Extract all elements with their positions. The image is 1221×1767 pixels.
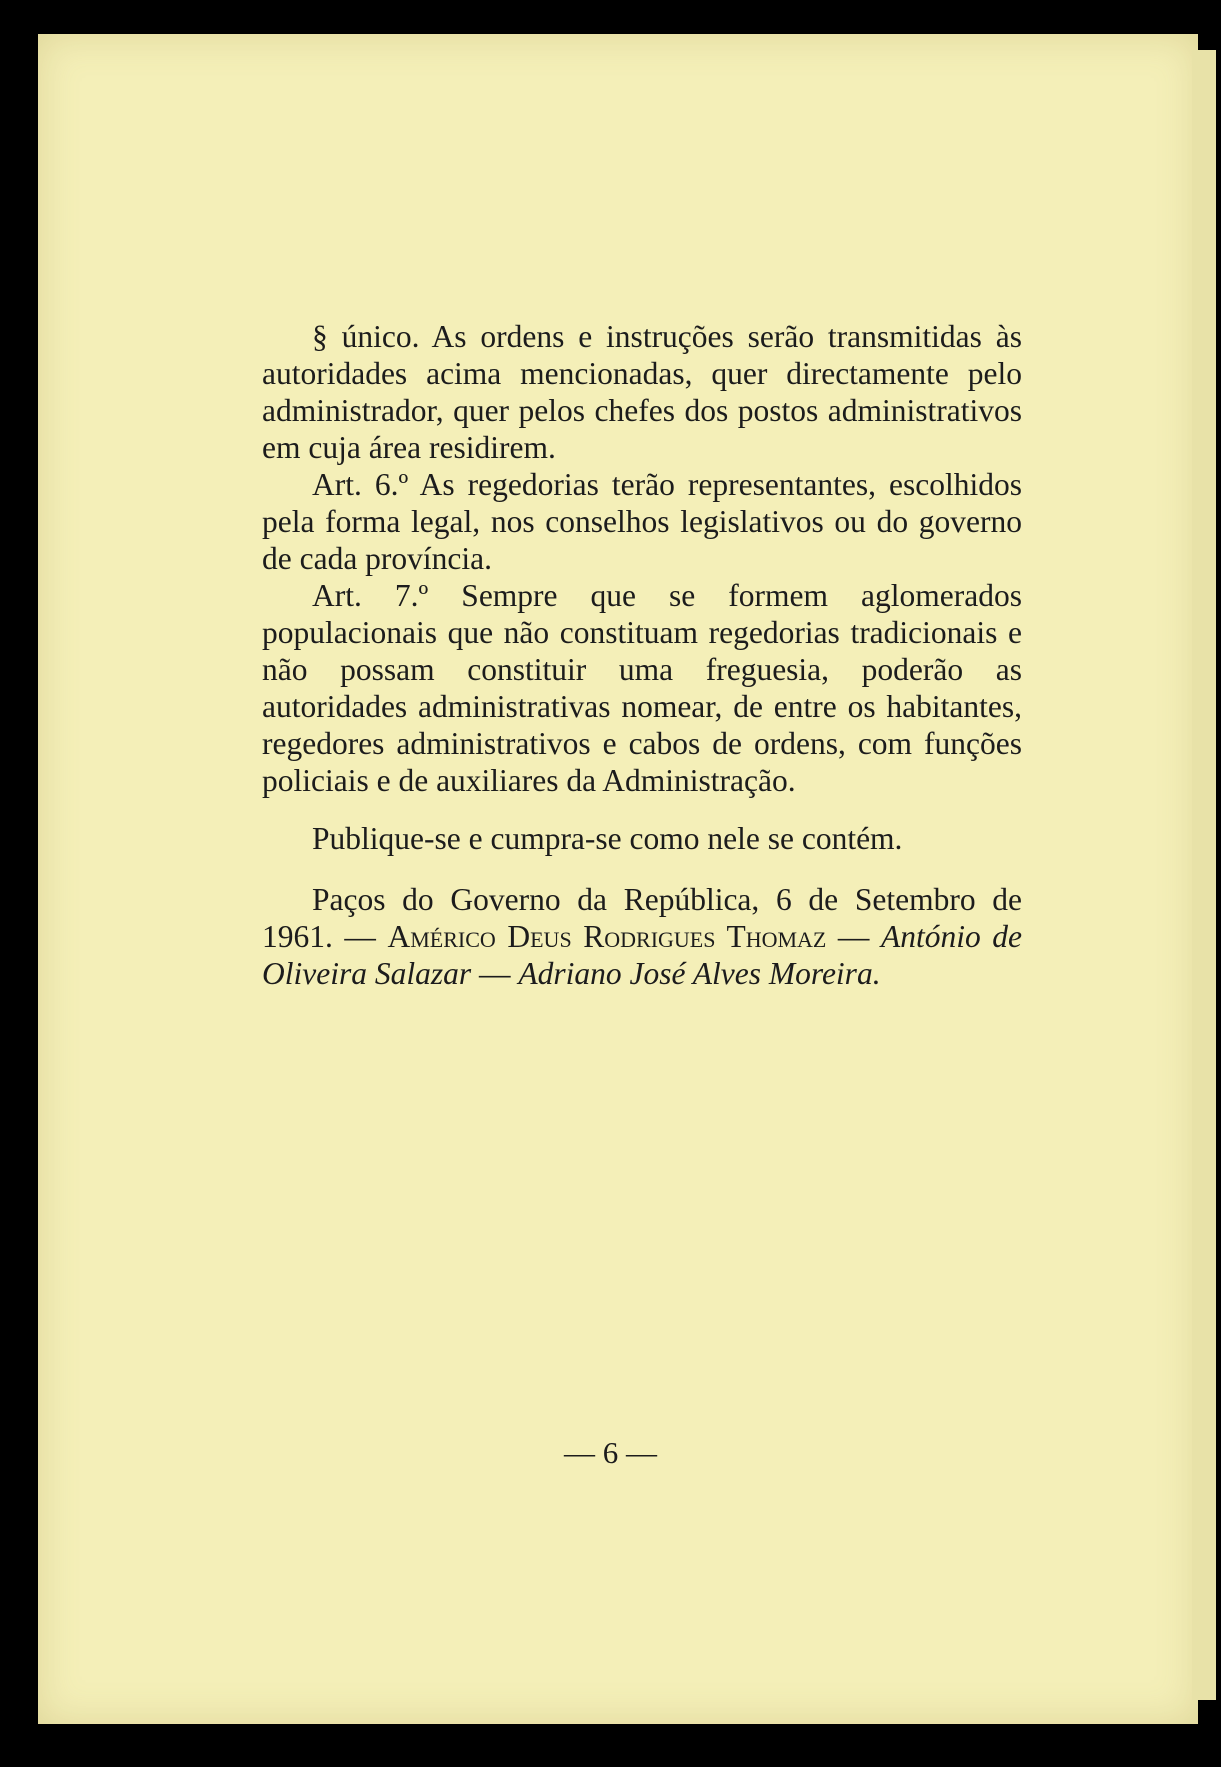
signature-americo: Américo Deus Rodrigues Thomaz [387,919,827,954]
signature-antonio: António de Oliveira Salazar [262,919,1022,991]
document-body [262,318,1022,992]
separator-dash: — [826,919,881,954]
publication-order: Publique-se e cumpra-se como nele se contém. [312,821,903,856]
page-number: — 6 — [564,1435,657,1470]
date-place: Paços do Governo da República, 6 de Setembro de 1961. — [262,882,1022,954]
signature-block [262,881,1022,992]
separator-dash-2: — [471,956,519,991]
article-6: Art. 6.º As regedorias terão representantes, escolhidos pela forma legal, nos conselhos legislativos ou do governo de cada província. [262,467,1022,576]
signature-adriano: Adriano José Alves Moreira. [518,956,881,991]
article-7: Art. 7.º Sempre que se formem aglomerados populacionais que não constituam regedorias tradicionais e não possam constituir uma freguesia, poderão as autoridades administrativas nomear, de entre os habitantes, regedores administrativos e cabos de ordens, com funções policiais e de auxiliares da Administração. [262,578,1022,798]
paragraph-unico: § único. As ordens e instruções serão transmitidas às autoridades acima mencionadas, quer directamente pelo administrador, quer pelos chefes dos postos administrativos em cuja área residirem. [262,319,1022,465]
